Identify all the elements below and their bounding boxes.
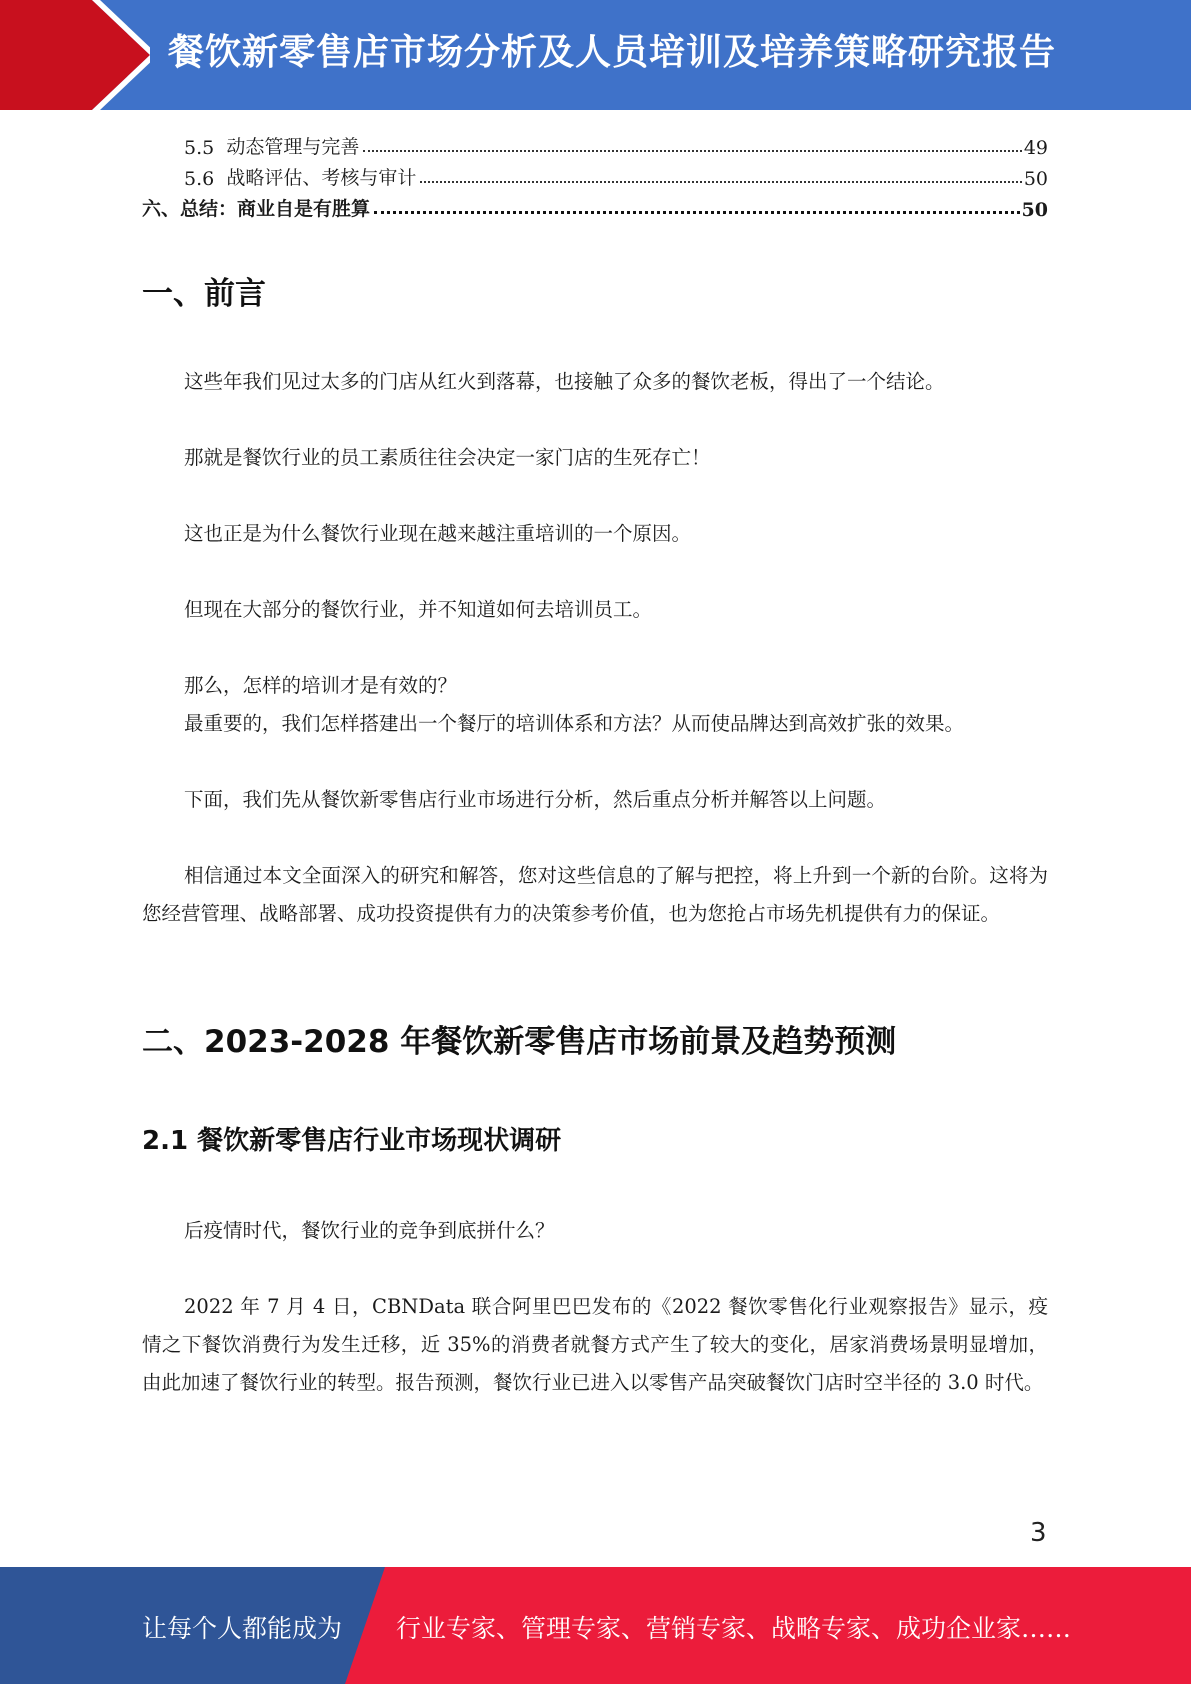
toc-entry[interactable] [142,128,1048,159]
footer-slogan-left: 让每个人都能成为 [142,1614,343,1643]
paragraph: 这也正是为什么餐饮行业现在越来越注重培训的一个原因。 [184,522,692,545]
paragraph: 最重要的，我们怎样搭建出一个餐厅的培训体系和方法？从而使品牌达到高效扩张的效果。 [184,712,965,735]
header-banner [0,0,1191,110]
paragraph: 2022 年 7 月 4 日，CBNData 联合阿里巴巴发布的《2022 餐饮零售化行业观察报告》显示，疫情之下餐饮消费行为发生迁移，近 35%的消费者就餐方式产生了较大的变化，居家消费场景明显增加，由此加速了餐饮行业的转型。报告预测，餐饮行业已进入以零售产品突破餐饮门店时空半径的 3.0 时代。 [142,1295,1048,1394]
toc-entry-page: 50 [1023,168,1048,190]
section-heading: 一、前言 [142,276,266,312]
paragraph: 那就是餐饮行业的员工素质往往会决定一家门店的生死存亡！ [184,446,711,469]
paragraph: 这些年我们见过太多的门店从红火到落幕，也接触了众多的餐饮老板，得出了一个结论。 [184,370,945,393]
footer-slogan-right: 行业专家、管理专家、营销专家、战略专家、成功企业家…… [396,1614,1072,1643]
report-title: 餐饮新零售店市场分析及人员培训及培养策略研究报告 [168,32,1057,73]
toc-entry-title: 战略评估、考核与审计 [226,167,417,189]
toc-leader-dots [374,211,1020,214]
toc-entry-number: 5.5 [184,137,215,159]
toc-leader-dots [420,181,1021,183]
paragraph: 相信通过本文全面深入的研究和解答，您对这些信息的了解与把控，将上升到一个新的台阶。这将为您经营管理、战略部署、成功投资提供有力的决策参考价值，也为您抢占市场先机提供有力的保证。 [142,864,1048,925]
table-of-contents [142,128,1048,221]
toc-entry[interactable] [142,159,1048,190]
header-red-chevron [0,0,150,110]
toc-entry-title: 动态管理与完善 [226,136,360,158]
paragraph: 下面，我们先从餐饮新零售店行业市场进行分析，然后重点分析并解答以上问题。 [184,788,887,811]
page-number: 3 [1030,1518,1047,1548]
toc-entry-title: 六、总结：商业自是有胜算 [142,198,371,220]
toc-leader-dots [363,150,1021,152]
paragraph: 但现在大部分的餐饮行业，并不知道如何去培训员工。 [184,598,653,621]
toc-entry-number: 5.6 [184,168,215,190]
subsection-heading: 2.1 餐饮新零售店行业市场现状调研 [142,1126,562,1156]
footer-banner [0,1567,1191,1684]
toc-entry-page: 49 [1023,137,1048,159]
paragraph: 后疫情时代，餐饮行业的竞争到底拼什么？ [184,1219,555,1242]
section-heading: 二、2023-2028 年餐饮新零售店市场前景及趋势预测 [142,1024,897,1060]
toc-entry[interactable] [142,190,1048,221]
paragraph: 那么，怎样的培训才是有效的？ [184,674,458,697]
toc-entry-page: 50 [1021,199,1048,221]
